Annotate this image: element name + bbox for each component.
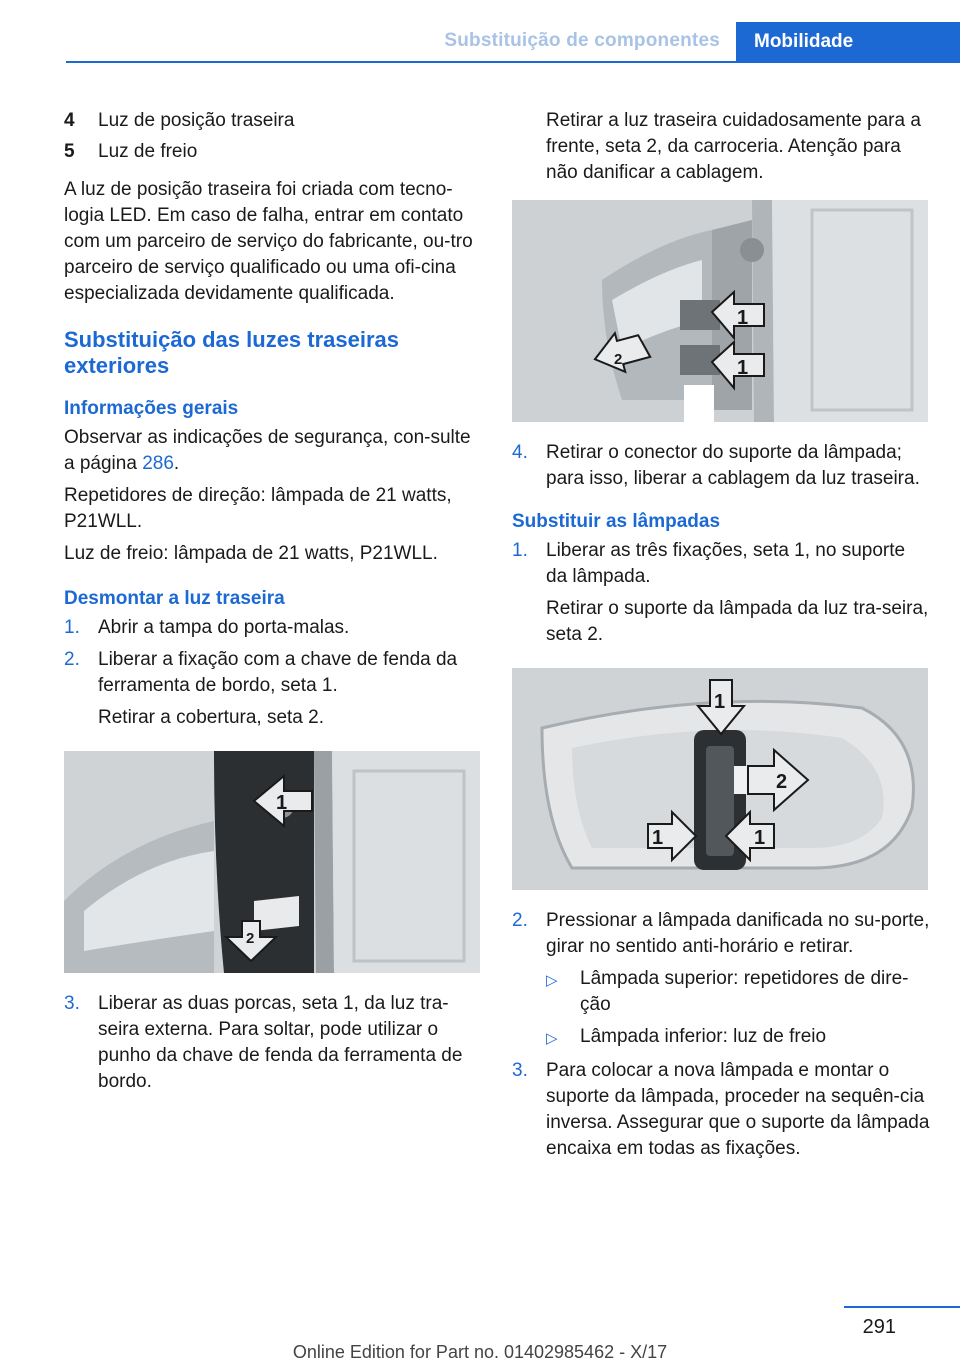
arrow-label: 2: [776, 771, 788, 793]
remove-steps-cont: [64, 991, 484, 1095]
continued-step: [512, 108, 930, 186]
arrow-label: 1: [737, 357, 749, 379]
remove-steps: [64, 615, 484, 731]
page-header: [0, 0, 960, 62]
figure-bulb-holder: [512, 668, 928, 890]
step-text: Retirar o conector do suporte da lâmpada; para isso, liberar a cablagem da luz traseira.: [546, 442, 920, 489]
turn-signal-spec: Repetidores de direção: lâmpada de 21 watts, P21WLL.: [64, 485, 452, 532]
triangle-bullet-icon: ▷: [546, 1030, 558, 1047]
step-number: 1.: [512, 540, 528, 561]
bullet-text: Lâmpada inferior: luz de freio: [580, 1026, 827, 1047]
legend-number: 4: [64, 110, 75, 131]
arrow-label: 1: [652, 827, 664, 849]
step-item: [512, 440, 930, 492]
step-subtext: Retirar a cobertura, seta 2.: [98, 707, 324, 728]
step-number: 3.: [64, 993, 80, 1014]
step-item: [64, 991, 484, 1095]
replace-steps-cont: [512, 908, 930, 1162]
bulb-bullets: [546, 966, 930, 1052]
removal-step-4: [512, 440, 930, 492]
step-item: [512, 1058, 930, 1162]
page-number: 291: [862, 1316, 896, 1338]
triangle-bullet-icon: ▷: [546, 972, 558, 989]
legend-text: Luz de freio: [98, 141, 198, 162]
step-item: [512, 908, 930, 1052]
step-text: Pressionar a lâmpada danificada no su-porte, girar no sentido anti-horário e retirar.: [546, 910, 930, 957]
section-heading: Substituição das luzes traseiras exteriores: [64, 327, 400, 378]
arrow-label: 1: [276, 792, 288, 814]
step-item: [512, 108, 930, 186]
safety-text-end: .: [173, 453, 180, 474]
step-text: Abrir a tampa do porta-malas.: [98, 617, 350, 638]
safety-paragraph: [64, 425, 484, 477]
arrow-label: 2: [614, 351, 623, 368]
legend-list: [64, 108, 484, 165]
page-reference-link[interactable]: 286: [142, 453, 174, 474]
step-item: [512, 538, 930, 648]
safety-text: Observar as indicações de segurança, con-sulte a página: [64, 427, 471, 474]
bullet-text: Lâmpada superior: repetidores de dire-ção: [580, 968, 909, 1015]
step-item: [64, 615, 484, 641]
arrow-label: 2: [246, 930, 255, 947]
replace-steps: [512, 538, 930, 648]
step-continuation: Retirar a luz traseira cuidadosamente para a frente, seta 2, da carroceria. Atenção para não danificar a cablagem.: [546, 110, 921, 183]
legend-item: [64, 139, 484, 165]
subheading-remove: Desmontar a luz traseira: [64, 588, 285, 609]
step-number: 2.: [512, 910, 528, 931]
step-number: 2.: [64, 649, 80, 670]
bullet-item: [546, 966, 930, 1018]
step-text: Para colocar a nova lâmpada e montar o suporte da lâmpada, proceder na sequên-cia inversa. Assegurar que o suporte da lâmpada encaixa em todas as fixações.: [546, 1060, 930, 1159]
arrow-label: 1: [754, 827, 766, 849]
footer-divider: [844, 1306, 960, 1308]
arrow-label: 1: [737, 307, 749, 329]
figure-cover-removal: [64, 751, 480, 973]
subheading-replace: Substituir as lâmpadas: [512, 511, 721, 532]
step-number: 1.: [64, 617, 80, 638]
step-text: Liberar as três fixações, seta 1, no suporte da lâmpada.: [546, 540, 906, 587]
brake-light-spec: Luz de freio: lâmpada de 21 watts, P21WLL.: [64, 543, 438, 564]
step-subtext: Retirar o suporte da lâmpada da luz tra-seira, seta 2.: [546, 598, 929, 645]
edition-note: Online Edition for Part no. 01402985462 - X/17: [292, 1342, 668, 1362]
bulb-holder-illustration: [512, 668, 928, 890]
legend-number: 5: [64, 141, 75, 162]
legend-text: Luz de posição traseira: [98, 110, 295, 131]
step-text: Liberar as duas porcas, seta 1, da luz tra-seira externa. Para soltar, pode utilizar o punho da chave de fenda da ferramenta de bordo.: [98, 993, 463, 1092]
step-number: 3.: [512, 1060, 528, 1081]
subheading-general: Informações gerais: [64, 398, 239, 419]
arrow-label: 1: [714, 691, 726, 713]
intro-paragraph: A luz de posição traseira foi criada com tecno-logia LED. Em caso de falha, entrar em contato com um parceiro de serviço do fabricante, ou-tro parceiro de serviço qualificado ou uma ofi-cina especializada devidamente qualificada.: [64, 179, 473, 304]
header-section-title: Substituição de componentes: [444, 30, 720, 51]
header-divider: [66, 61, 960, 63]
step-text: Liberar a fixação com a chave de fenda da ferramenta de bordo, seta 1.: [98, 649, 458, 696]
legend-item: [64, 108, 484, 134]
step-item: [64, 647, 484, 731]
step-number: 4.: [512, 442, 528, 463]
figure-light-removal: [512, 200, 928, 422]
cover-removal-illustration: [64, 751, 480, 973]
header-chapter-tab[interactable]: Mobilidade: [736, 22, 960, 62]
bullet-item: [546, 1024, 930, 1052]
right-column: [512, 108, 930, 1168]
light-removal-illustration: [512, 200, 928, 422]
left-column: [64, 108, 484, 1101]
